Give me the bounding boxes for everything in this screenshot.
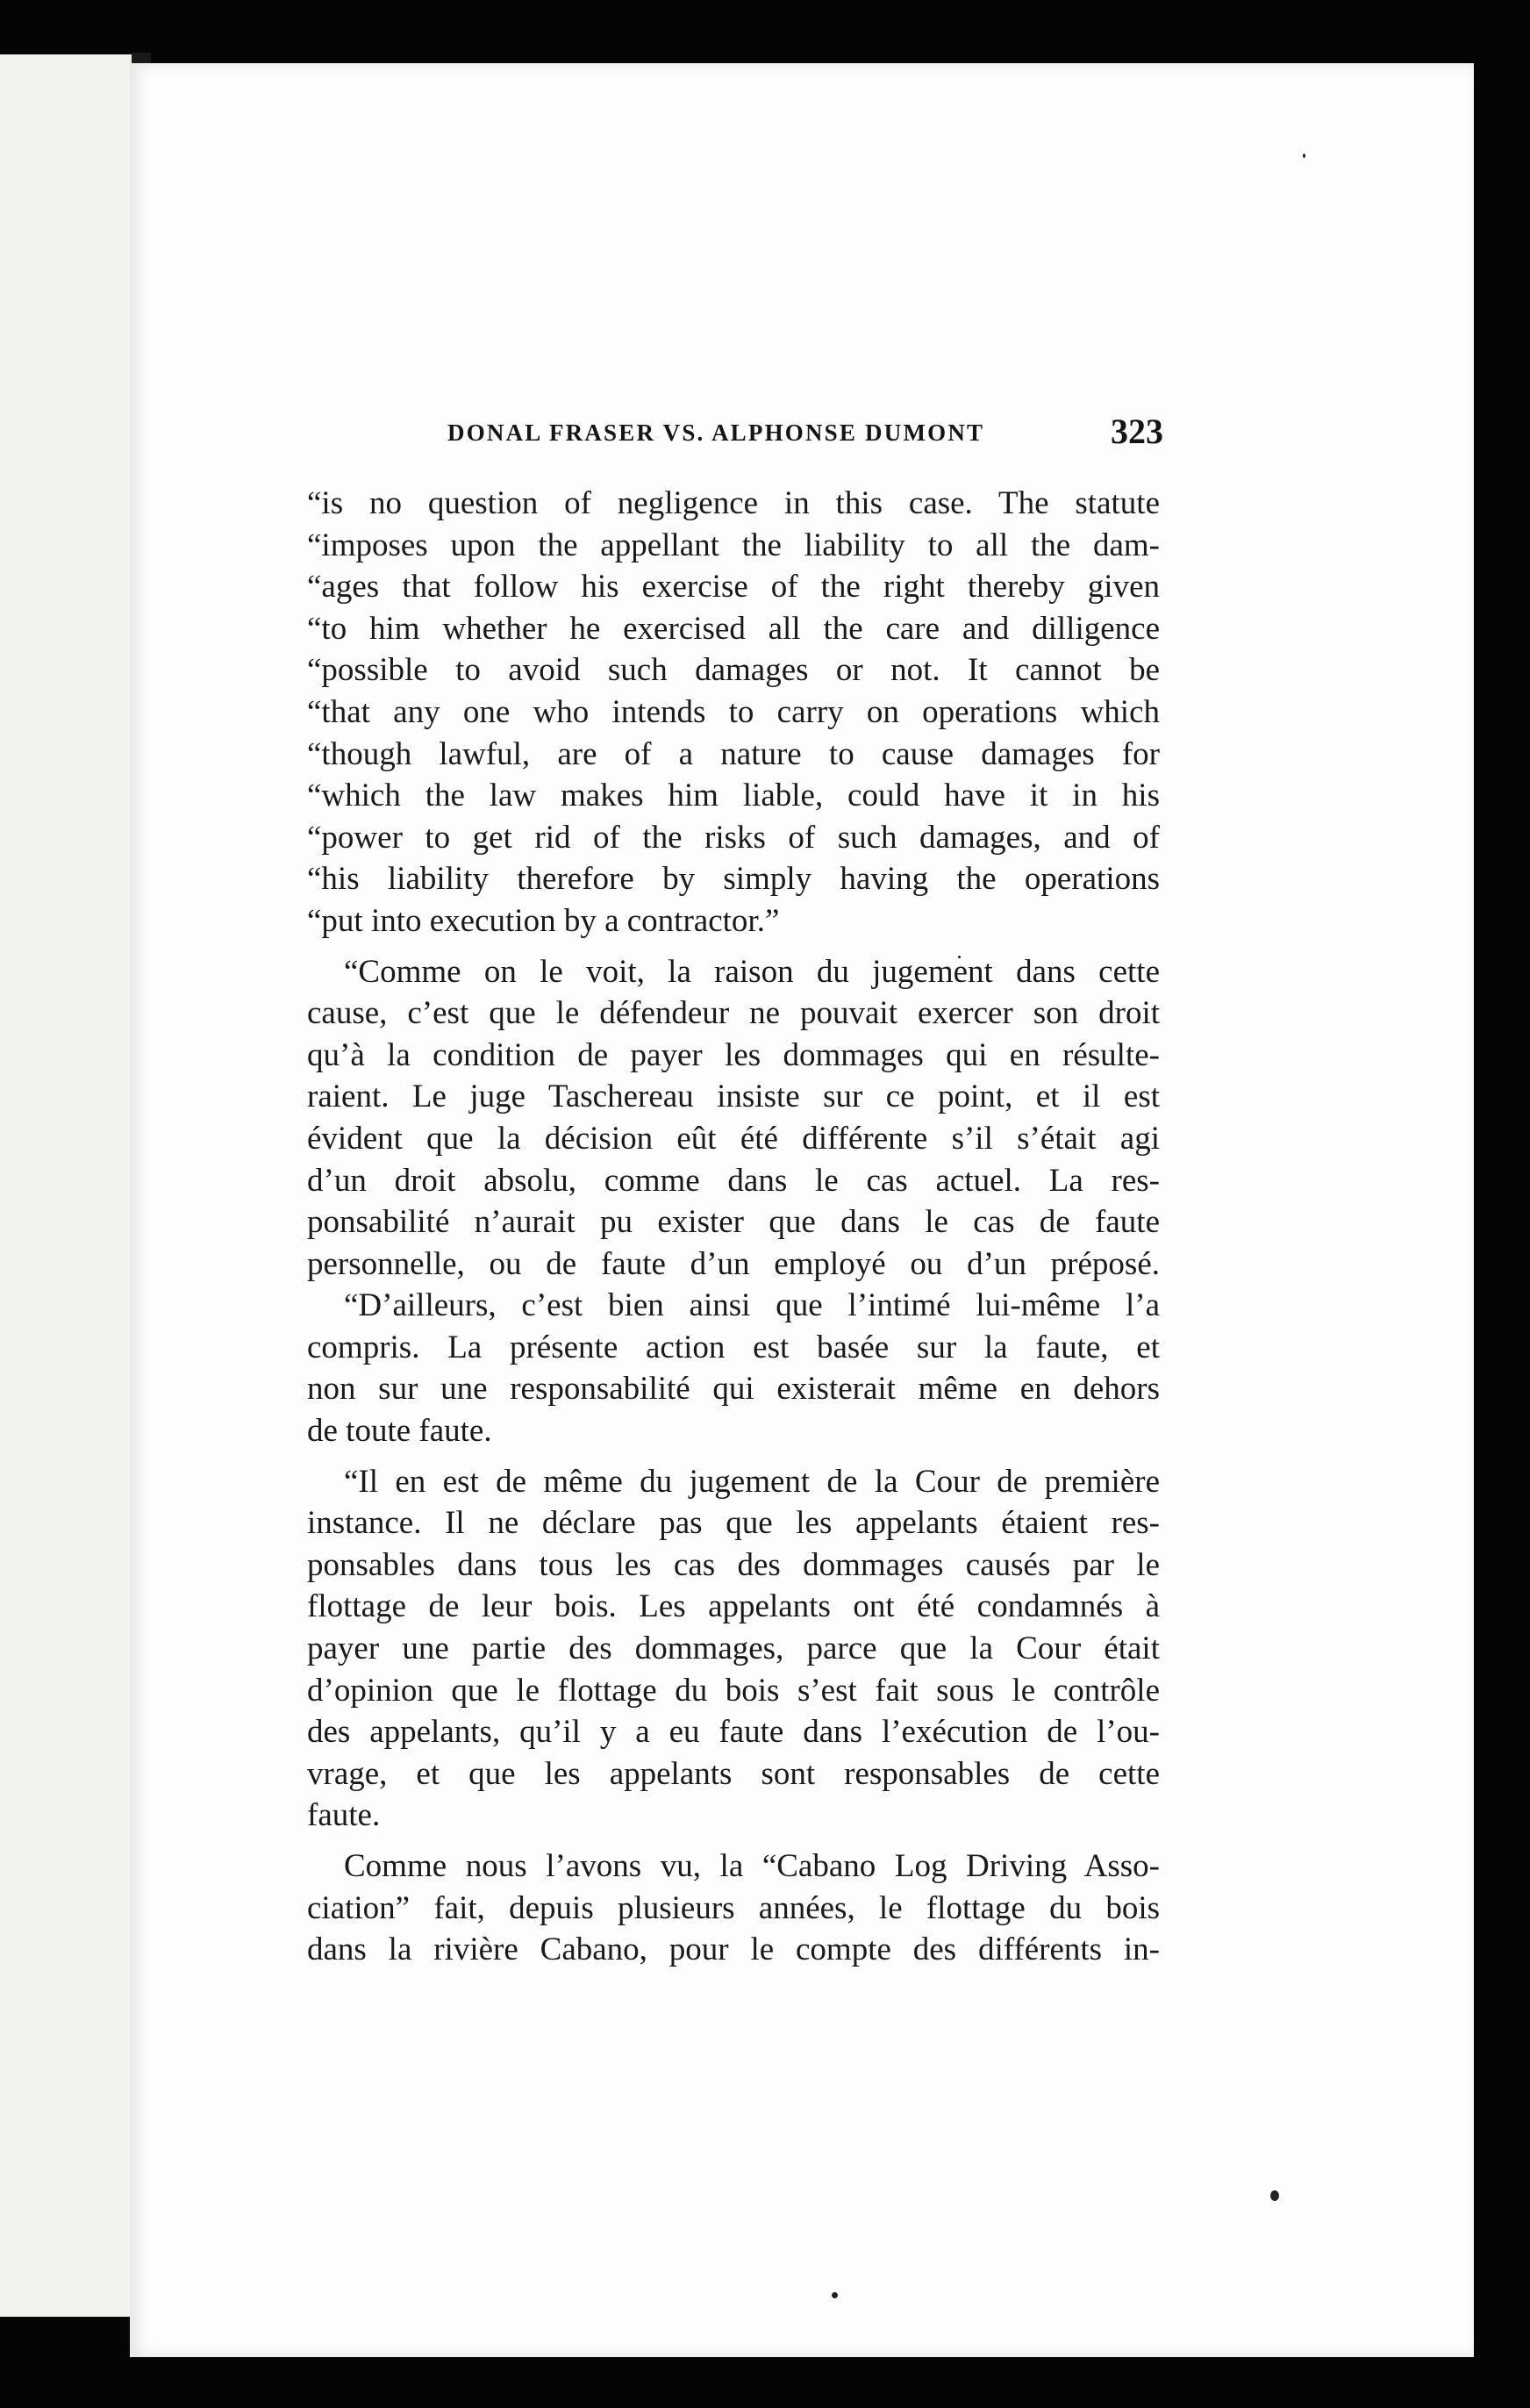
text-line: “is no question of negligence in this case. The statute: [307, 485, 1160, 521]
text-line: faute.: [307, 1797, 381, 1834]
text-line: “imposes upon the appellant the liability to all the dam-: [307, 527, 1160, 563]
text-line: “his liability therefore by simply having the operations: [307, 861, 1160, 898]
paragraph-comme-on-le-voit: [307, 951, 1160, 1286]
text-line: compris. La présente action est basée sur la faute, et: [307, 1329, 1160, 1365]
text-line: “Comme on le voit, la raison du jugement dans cette: [344, 953, 1160, 990]
text-line: “possible to avoid such damages or not. It cannot be: [307, 652, 1160, 689]
text-line: flottage de leur bois. Les appelants ont été condamnés à: [307, 1588, 1160, 1625]
text-line: d’opinion que le flottage du bois s’est fait sous le contrôle: [307, 1672, 1160, 1709]
text-line: “to him whether he exercised all the care and dilligence: [307, 610, 1160, 647]
previous-page-edge: [0, 54, 134, 2317]
text-line: vrage, et que les appelants sont responsables de cette: [307, 1755, 1160, 1792]
ink-speck: [1303, 154, 1305, 158]
text-line: des appelants, qu’il y a eu faute dans l’exécution de l’ou-: [307, 1714, 1160, 1751]
text-line: qu’à la condition de payer les dommages qui en résulte-: [307, 1036, 1160, 1073]
paragraph-il-en-est-de-meme: [307, 1461, 1160, 1837]
text-line: ponsabilité n’aurait pu exister que dans le cas de faute: [307, 1204, 1160, 1241]
paragraph-comme-nous-lavons-vu: [307, 1845, 1160, 1971]
text-line: de toute faute.: [307, 1413, 492, 1450]
text-line: “put into execution by a contractor.”: [307, 902, 780, 939]
page-number: 323: [1111, 412, 1163, 451]
ink-speck: [1270, 2190, 1279, 2201]
paragraph-english-quote: [307, 483, 1160, 942]
text-line: non sur une responsabilité qui existerait même en dehors: [307, 1371, 1160, 1408]
text-line: d’un droit absolu, comme dans le cas actuel. La res-: [307, 1162, 1160, 1199]
text-line: “D’ailleurs, c’est bien ainsi que l’intimé lui-même l’a: [344, 1287, 1160, 1324]
text-line: dans la rivière Cabano, pour le compte des différents in-: [307, 1931, 1160, 1968]
ink-speck: [832, 2292, 838, 2298]
running-header: [447, 411, 1163, 455]
text-line: “power to get rid of the risks of such damages, and of: [307, 819, 1160, 856]
text-line: “that any one who intends to carry on operations which: [307, 693, 1160, 730]
text-line: instance. Il ne déclare pas que les appelants étaient res-: [307, 1505, 1160, 1542]
text-line: cause, c’est que le défendeur ne pouvait exercer son droit: [307, 995, 1160, 1032]
text-line: raient. Le juge Taschereau insiste sur ce point, et il est: [307, 1079, 1160, 1115]
text-line: “ages that follow his exercise of the right thereby given: [307, 569, 1160, 606]
text-line: “Il en est de même du jugement de la Cour de première: [344, 1463, 1160, 1500]
text-line: “though lawful, are of a nature to cause damages for: [307, 735, 1160, 772]
text-line: “which the law makes him liable, could have it in his: [307, 778, 1160, 814]
text-line: ciation” fait, depuis plusieurs années, le flottage du bois: [307, 1889, 1160, 1926]
running-title: DONAL FRASER VS. ALPHONSE DUMONT: [447, 419, 985, 446]
text-line: ponsables dans tous les cas des dommages causés par le: [307, 1546, 1160, 1583]
text-line: Comme nous l’avons vu, la “Cabano Log Driving Asso-: [344, 1848, 1160, 1884]
body-text: [307, 483, 1160, 1971]
text-line: personnelle, ou de faute d’un employé ou d’un préposé.: [307, 1245, 1160, 1282]
text-line: payer une partie des dommages, parce que la Cour était: [307, 1630, 1160, 1667]
text-line: évident que la décision eût été différente s’il s’était agi: [307, 1120, 1160, 1157]
paragraph-dailleurs: [307, 1285, 1160, 1451]
